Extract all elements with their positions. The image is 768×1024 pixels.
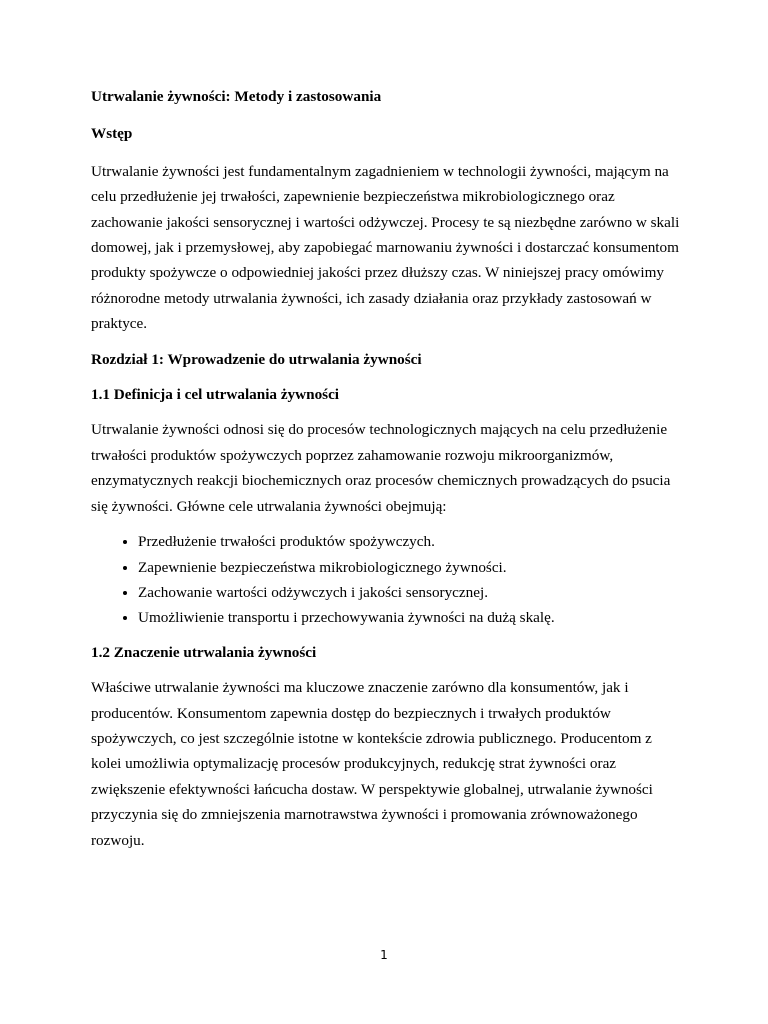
list-item: • Zapewnienie bezpieczeństwa mikrobiologicznego żywności. — [138, 555, 681, 580]
intro-paragraph: Utrwalanie żywności jest fundamentalnym zagadnieniem w technologii żywności, mającym na celu przedłużenie jej trwałości, zapewnienie bezpieczeństwa mikrobiologicznego oraz zachowanie jakości sensorycznej i wartości odżywczej. Procesy te są niezbędne zarówno w skali domowej, jak i przemysłowej, aby zapobiegać marnowaniu żywności i dostarczać konsumentom produkty spożywcze o odpowiedniej jakości przez dłuższy czas. W niniejszej pracy omówimy różnorodne metody utrwalania żywności, ich zasady działania oraz przykłady zastosowań w praktyce. — [91, 162, 680, 333]
goals-list — [91, 529, 681, 631]
definition-paragraph: Utrwalanie żywności odnosi się do procesów technologicznych mających na celu przedłużenie trwałości produktów spożywczych poprzez zahamowanie rozwoju mikroorganizmów, enzymatycznych reakcji biochemicznych oraz procesów chemicznych prowadzących do psucia się żywności. Główne cele utrwalania żywności obejmują: — [91, 421, 671, 515]
document-body — [91, 84, 681, 853]
list-item: • Przedłużenie trwałości produktów spożywczych. — [138, 529, 681, 554]
intro-heading: Wstęp — [91, 125, 133, 143]
list-item: • Umożliwienie transportu i przechowywania żywności na dużą skalę. — [138, 605, 681, 630]
list-item: • Zachowanie wartości odżywczych i jakości sensorycznej. — [138, 580, 681, 605]
section-heading-1-2: 1.2 Znaczenie utrwalania żywności — [91, 643, 317, 661]
section-heading-1-1: 1.1 Definicja i cel utrwalania żywności — [91, 386, 340, 404]
importance-paragraph: Właściwe utrwalanie żywności ma kluczowe znaczenie zarówno dla konsumentów, jak i producentów. Konsumentom zapewnia dostęp do bezpiecznych i trwałych produktów spożywczych, co jest szczególnie istotne w kontekście zdrowia publicznego. Producentom z kolei umożliwia optymalizację procesów produkcyjnych, redukcję strat żywności oraz zwiększenie efektywności łańcucha dostaw. W perspektywie globalnej, utrwalanie żywności przyczynia się do zmniejszenia marnotrawstwa żywności i promowania zrównoważonego rozwoju. — [91, 679, 653, 849]
document-title: Utrwalanie żywności: Metody i zastosowania — [91, 88, 382, 105]
chapter-heading: Rozdział 1: Wprowadzenie do utrwalania żywności — [91, 350, 422, 368]
page-number: 1 — [380, 948, 388, 962]
